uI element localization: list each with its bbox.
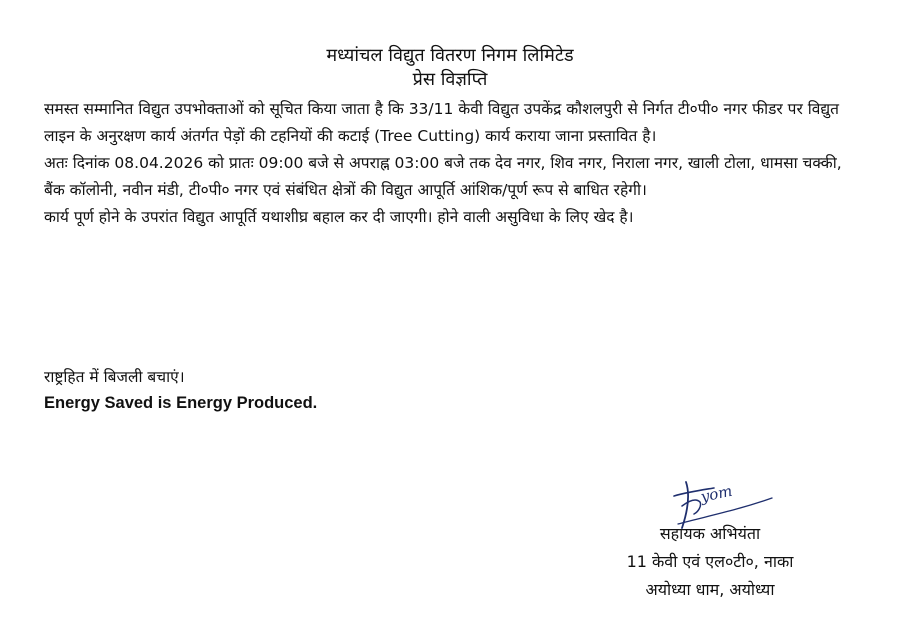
document-title: प्रेस विज्ञप्ति bbox=[412, 69, 488, 90]
slogan-english: Energy Saved is Energy Produced. bbox=[44, 394, 318, 412]
signatory-office: 11 केवी एवं एल०टी०, नाका bbox=[626, 552, 794, 571]
signatory-location: अयोध्या धाम, अयोध्या bbox=[645, 580, 775, 599]
svg-text:yom: yom bbox=[699, 481, 734, 506]
notice-paragraph-3: कार्य पूर्ण होने के उपरांत विद्युत आपूर्ति यथाशीघ्र बहाल कर दी जाएगी। होने वाली असुविधा के लिए खेद है। bbox=[44, 208, 634, 226]
organization-name: मध्यांचल विद्युत वितरण निगम लिमिटेड bbox=[326, 45, 574, 66]
notice-body bbox=[44, 96, 864, 231]
signatory-block bbox=[570, 520, 850, 604]
notice-paragraph-1: समस्त सम्मानित विद्युत उपभोक्ताओं को सूचित किया जाता है कि 33/11 केवी विद्युत उपकेंद्र कौशलपुरी से निर्गत टी०पी० नगर फीडर पर विद्युत लाइन के अनुरक्षण कार्य अंतर्गत पेड़ों की टहनियों की कटाई (Tree Cutting) कार्य कराया जाना प्रस्तावित है। bbox=[44, 100, 839, 145]
slogan-hindi: राष्ट्रहित में बिजली बचाएं। bbox=[44, 368, 185, 386]
notice-paragraph-2: अतः दिनांक 08.04.2026 को प्रातः 09:00 बजे से अपराह्न 03:00 बजे तक देव नगर, शिव नगर, निराला नगर, खाली टोला, धामसा चक्की, बैंक कॉलोनी, नवीन मंडी, टी०पी० नगर एवं संबंधित क्षेत्रों की विद्युत आपूर्ति आंशिक/पूर्ण रूप से बाधित रहेगी। bbox=[44, 154, 842, 199]
signatory-designation: सहायक अभियंता bbox=[659, 524, 761, 543]
